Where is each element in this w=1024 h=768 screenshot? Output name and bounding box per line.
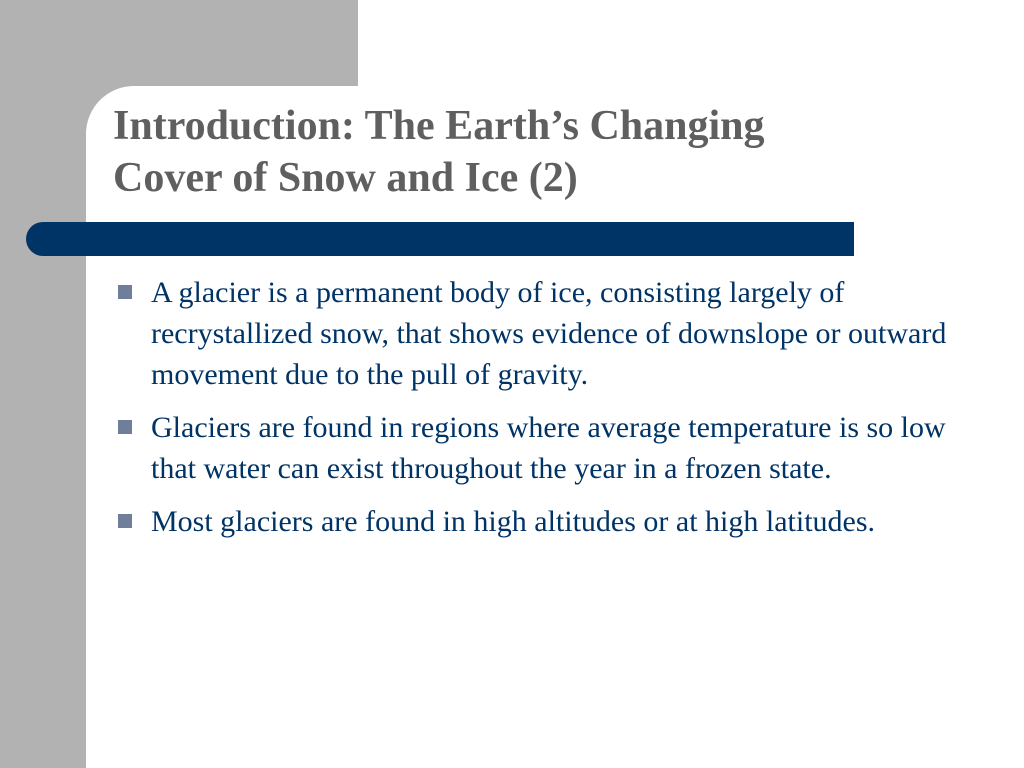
bullet-item	[118, 272, 988, 395]
slide-title	[113, 100, 973, 204]
bullet-list	[118, 272, 988, 554]
square-bullet-icon	[118, 514, 132, 528]
bullet-text: A glacier is a permanent body of ice, consisting largely of recrystallized snow, that shows evidence of downslope or outward movement due to the pull of gravity.	[151, 276, 947, 391]
bullet-text: Most glaciers are found in high altitudes or at high latitudes.	[151, 505, 876, 538]
bullet-item	[118, 501, 988, 542]
bullet-text: Glaciers are found in regions where average temperature is so low that water can exist throughout the year in a frozen state.	[151, 411, 946, 485]
decorative-gray-block-left	[0, 0, 86, 768]
slide-title-line-2: Cover of Snow and Ice (2)	[113, 155, 578, 201]
bullet-item	[118, 407, 988, 489]
slide-title-line-1: Introduction: The Earth’s Changing	[113, 103, 765, 149]
square-bullet-icon	[118, 420, 132, 434]
title-accent-bar	[26, 222, 854, 256]
square-bullet-icon	[118, 285, 132, 299]
